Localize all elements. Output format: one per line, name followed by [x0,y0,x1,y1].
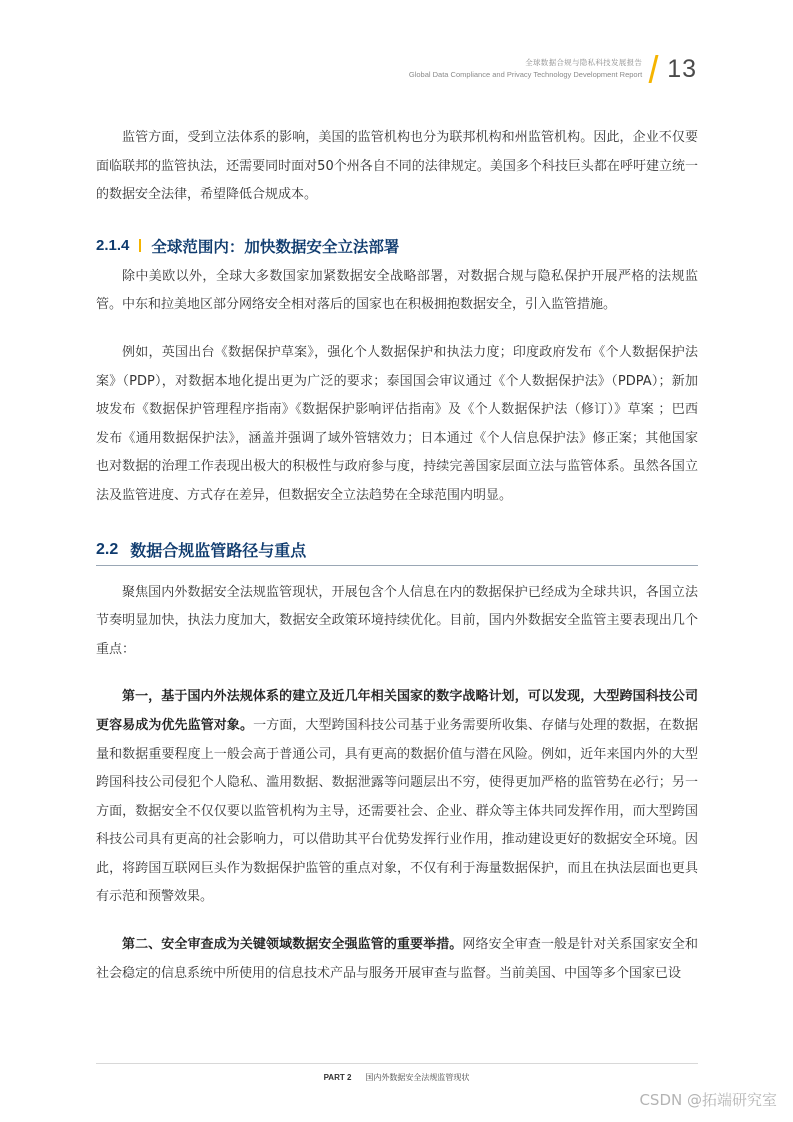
paragraph-us-regulation: 监管方面，受到立法体系的影响，美国的监管机构也分为联邦机构和州监管机构。因此，企业不仅要面临联邦的监管执法，还需要同时面对50个州各自不同的法律规定。美国多个科技巨头都在呼吁建立统一的数据安全法律，希望降低合规成本。 [96,130,698,203]
section-heading-2-2 [96,535,698,566]
subsection-bar [139,239,141,252]
subsection-title: 全球范围内：加快数据安全立法部署 [151,237,400,256]
subsection-number: 2.1.4 [96,237,130,255]
page-header [409,52,697,86]
second-point-lead: 第二、安全审查成为关键领域数据安全强监管的重要举措。 [122,937,463,953]
footer-part-label: PART 2 [323,1073,352,1082]
section-title: 数据合规监管路径与重点 [130,541,307,561]
footer-divider [96,1063,698,1064]
paragraph-focus-intro: 聚焦国内外数据安全法规监管现状，开展包含个人信息在内的数据保护已经成为全球共识，各国立法节奏明显加快，执法力度加大，数据安全政策环境持续优化。目前，国内外数据安全监管主要表现出几个重点： [96,584,698,657]
csdn-watermark: CSDN @拓端研究室 [639,1091,777,1109]
header-titles [409,57,642,81]
paragraph-second-point [96,931,698,988]
header-title-cn: 全球数据合规与隐私科技发展报告 [525,58,643,67]
page-content [96,124,698,988]
header-slash-divider [649,55,659,83]
first-point-lead: 第一，基于国内外法规体系的建立及近几年相关国家的数字战略计划，可以发现，大型跨国科技公司更容易成为优先监管对象。 [96,689,698,733]
paragraph-global-overview: 除中美欧以外，全球大多数国家加紧数据安全战略部署，对数据合规与隐私保护开展严格的法规监管。中东和拉美地区部分网络安全相对落后的国家也在积极拥抱数据安全，引入监管措施。 [96,268,698,313]
header-title-en: Global Data Compliance and Privacy Technology Development Report [408,70,643,79]
footer-title: 国内外数据安全法规监管现状 [365,1073,470,1082]
section-number: 2.2 [96,540,119,558]
paragraph-first-point [96,683,698,912]
subsection-heading-2-1-4 [96,234,698,258]
second-point-body: 网络安全审查一般是针对关系国家安全和社会稳定的信息系统中所使用的信息技术产品与服务开展审查与监督。当前美国、中国等多个国家已设 [96,937,698,981]
page-number: 13 [667,55,697,83]
first-point-body: 一方面，大型跨国科技公司基于业务需要所收集、存储与处理的数据，在数据量和数据重要程度上一般会高于普通公司，具有更高的数据价值与潜在风险。例如，近年来国内外的大型跨国科技公司侵犯个人隐私、滥用数据、数据泄露等问题层出不穷，使得更加严格的监管势在必行；另一方面，数据安全不仅仅要以监管机构为主导，还需要社会、企业、群众等主体共同发挥作用，而大型跨国科技公司具有更高的社会影响力，可以借助其平台优势发挥行业作用，推动建设更好的数据安全环境。因此，将跨国互联网巨头作为数据保护监管的重点对象，不仅有利于海量数据保护，而且在执法层面也更具有示范和预警效果。 [96,717,698,905]
page-footer [0,1072,793,1083]
paragraph-country-examples: 例如，英国出台《数据保护草案》，强化个人数据保护和执法力度；印度政府发布《个人数据保护法案》（PDP），对数据本地化提出更为广泛的要求；泰国国会审议通过《个人数据保护法》（PDPA）；新加坡发布《数据保护管理程序指南》《数据保护影响评估指南》及《个人数据保护法（修订）》草案 ；巴西发布《通用数据保护法》，涵盖并强调了域外管辖效力；日本通过《个人信息保护法》修正案；其他国家也对数据的治理工作表现出极大的积极性与政府参与度，持续完善国家层面立法与监管体系。虽然各国立法及监管进度、方式存在差异，但数据安全立法趋势在全球范围内明显。 [96,344,698,503]
